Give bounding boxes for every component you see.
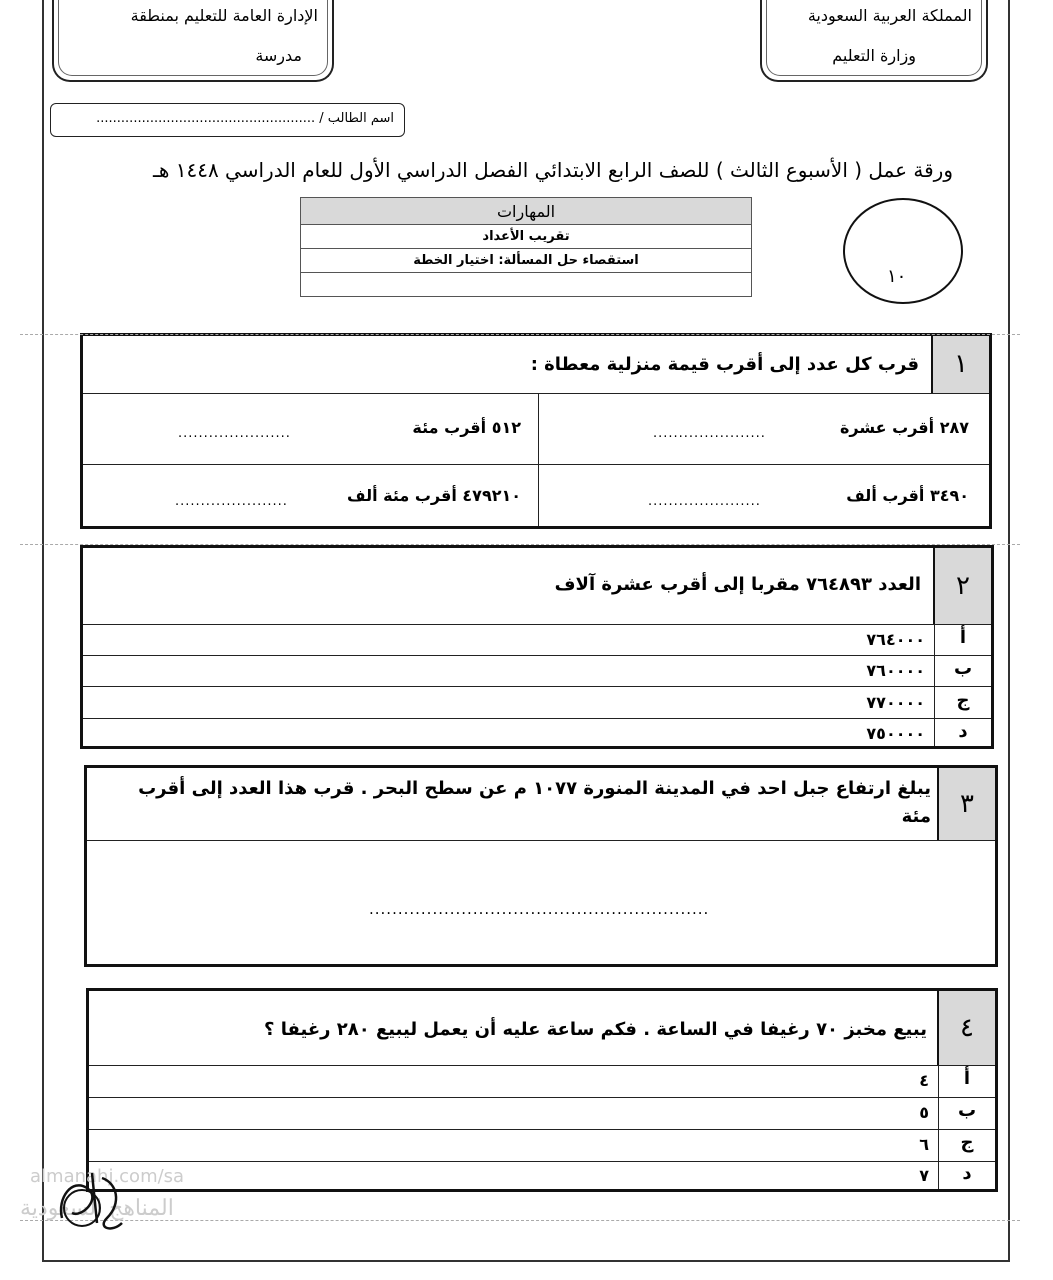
option-letter: ب — [953, 658, 973, 679]
option-value[interactable]: ٧٦٠٠٠٠ — [866, 661, 925, 680]
watermark-site: almanahj.com/sa — [30, 1166, 185, 1187]
question-number: ١ — [931, 336, 989, 393]
option-value[interactable]: ٧ — [919, 1166, 929, 1185]
student-name-field[interactable] — [50, 103, 405, 137]
option-value[interactable]: ٥ — [919, 1103, 929, 1122]
skills-table — [300, 197, 752, 297]
option-letter: ج — [960, 1132, 974, 1153]
ministry-label: وزارة التعليم — [832, 46, 916, 65]
option-value[interactable]: ٧٧٠٠٠٠ — [866, 693, 925, 712]
question-text: يبلغ ارتفاع جبل احد في المدينة المنورة ١٠٧٧ م عن سطح البحر . قرب هذا العدد إلى أقرب — [138, 778, 931, 799]
answer-blank[interactable]: ...................... — [653, 426, 766, 441]
teacher-signature — [52, 1158, 132, 1238]
option-value[interactable]: ٧٦٤٠٠٠ — [866, 630, 925, 649]
skill-item: استقصاء حل المسألة: اختيار الخطة — [301, 249, 752, 273]
option-letter: ب — [957, 1100, 977, 1121]
header-right-box — [760, 0, 988, 82]
q1-cell: ٢٨٧ أقرب عشرة — [839, 418, 969, 437]
answer-blank[interactable]: ...................... — [648, 494, 761, 509]
option-letter: أ — [963, 1068, 971, 1089]
option-letter: ج — [956, 690, 970, 711]
question-number: ٢ — [933, 548, 991, 624]
q1-cell: ٥١٢ أقرب مئة — [412, 418, 521, 437]
score-circle — [843, 198, 963, 304]
option-value[interactable]: ٤ — [919, 1071, 929, 1090]
watermark-name: المناهج السعودية — [20, 1196, 174, 1221]
answer-blank[interactable]: ...................... — [175, 494, 288, 509]
option-value[interactable]: ٧٥٠٠٠٠ — [866, 724, 925, 743]
answer-blank[interactable]: ...................... — [178, 426, 291, 441]
q1-cell: ٤٧٩٢١٠ أقرب مئة ألف — [347, 486, 521, 505]
question-1 — [80, 333, 992, 529]
student-name-label: اسم الطالب / ..................................................... — [96, 111, 394, 126]
country-label: المملكة العربية السعودية — [807, 6, 972, 25]
option-letter: د — [958, 721, 968, 742]
skill-empty-row — [301, 273, 752, 297]
question-text: العدد ٧٦٤٨٩٣ مقربا إلى أقرب عشرة آلاف — [554, 574, 921, 595]
directorate-label: الإدارة العامة للتعليم بمنطقة — [130, 6, 318, 25]
question-number: ٣ — [937, 768, 995, 840]
answer-line[interactable]: ........................................................... — [369, 900, 710, 918]
question-2 — [80, 545, 994, 749]
skill-item: تقريب الأعداد — [301, 225, 752, 249]
question-text: قرب كل عدد إلى أقرب قيمة منزلية معطاة : — [530, 354, 919, 375]
worksheet-title: ورقة عمل ( الأسبوع الثالث ) للصف الرابع الابتدائي الفصل الدراسي الأول للعام الدراسي ١٤٤٨ هـ — [152, 158, 953, 182]
option-letter: د — [962, 1163, 972, 1184]
school-label: مدرسة — [255, 46, 302, 65]
option-value[interactable]: ٦ — [919, 1135, 929, 1154]
skills-heading: المهارات — [301, 198, 752, 225]
score-value: ١٠ — [887, 266, 907, 287]
question-number: ٤ — [937, 991, 995, 1065]
question-4 — [86, 988, 998, 1192]
q1-cell: ٣٤٩٠ أقرب ألف — [846, 486, 969, 505]
header-left-box — [52, 0, 334, 82]
option-letter: أ — [959, 627, 967, 648]
question-text: يبيع مخبز ٧٠ رغيفا في الساعة . فكم ساعة عليه أن يعمل ليبيع ٢٨٠ رغيفا ؟ — [264, 1019, 927, 1040]
question-3 — [84, 765, 998, 967]
question-text-continued: مئة — [901, 806, 931, 827]
